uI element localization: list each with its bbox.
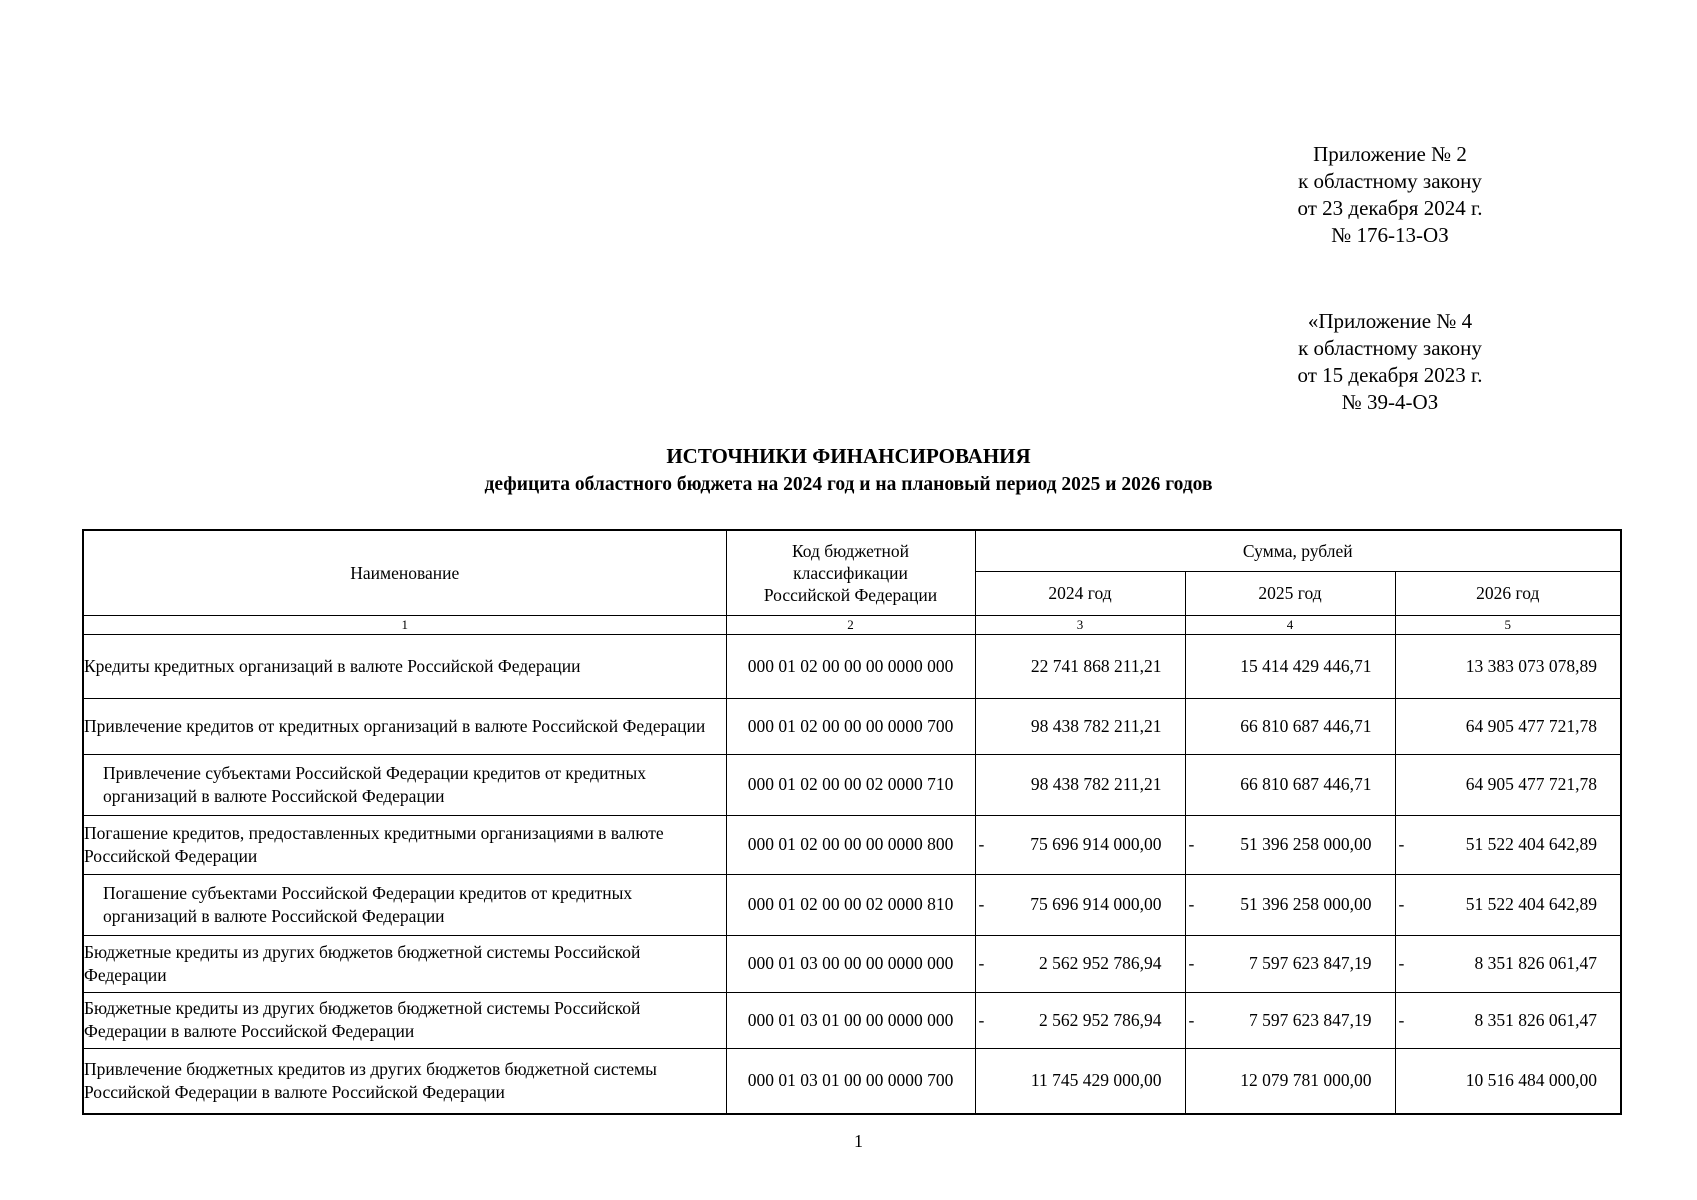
- row-code: 000 01 02 00 00 00 0000 700: [726, 698, 975, 754]
- value-amount: 51 522 404 642,89: [1465, 834, 1597, 854]
- row-value-2026: [1395, 815, 1621, 874]
- appendix-line: от 23 декабря 2024 г.: [1297, 196, 1483, 220]
- appendix-current: [1140, 141, 1640, 249]
- value-amount: 51 396 258 000,00: [1240, 834, 1372, 854]
- financing-sources-table: [82, 529, 1622, 1115]
- column-number: 5: [1395, 615, 1621, 634]
- appendix-line: Приложение № 2: [1313, 142, 1467, 166]
- table-row: [83, 874, 1621, 935]
- row-value-2024: [975, 634, 1185, 698]
- appendix-line: «Приложение № 4: [1307, 309, 1473, 333]
- value-amount: 98 438 782 211,21: [1030, 774, 1162, 794]
- row-value-2024: [975, 935, 1185, 992]
- row-value-2024: [975, 698, 1185, 754]
- row-value-2024: [975, 874, 1185, 935]
- row-value-2024: [975, 992, 1185, 1048]
- appendix-line: № 176-13-ОЗ: [1331, 223, 1449, 247]
- row-value-2026: [1395, 754, 1621, 815]
- row-value-2026: [1395, 874, 1621, 935]
- value-amount: 8 351 826 061,47: [1474, 1009, 1597, 1030]
- row-value-2024: [975, 815, 1185, 874]
- title-main: ИСТОЧНИКИ ФИНАНСИРОВАНИЯ: [666, 444, 1031, 468]
- value-sign: -: [1188, 834, 1195, 854]
- row-name: Кредиты кредитных организаций в валюте Российской Федерации: [83, 634, 726, 698]
- row-name: Привлечение кредитов от кредитных организаций в валюте Российской Федерации: [83, 698, 726, 754]
- row-value-2024: [975, 754, 1185, 815]
- row-name: Бюджетные кредиты из других бюджетов бюджетной системы Российской Федерации в валюте Российской Федерации: [83, 992, 726, 1048]
- appendix-line: № 39-4-ОЗ: [1341, 390, 1439, 414]
- value-sign: -: [978, 953, 985, 973]
- value-amount: 2 562 952 786,94: [1039, 1009, 1162, 1030]
- column-number: 3: [975, 615, 1185, 634]
- row-value-2026: [1395, 935, 1621, 992]
- value-amount: 66 810 687 446,71: [1240, 774, 1372, 794]
- row-value-2025: [1185, 1048, 1395, 1114]
- row-value-2025: [1185, 992, 1395, 1048]
- value-sign: -: [1398, 894, 1405, 914]
- row-code: 000 01 03 01 00 00 0000 000: [726, 992, 975, 1048]
- row-value-2026: [1395, 1048, 1621, 1114]
- value-amount: 22 741 868 211,21: [1030, 655, 1162, 676]
- value-amount: 12 079 781 000,00: [1240, 1070, 1372, 1091]
- table-row: [83, 698, 1621, 754]
- value-sign: -: [1188, 953, 1195, 973]
- row-name: Погашение субъектами Российской Федерации кредитов от кредитных организаций в валюте Российской Федерации: [83, 874, 726, 935]
- row-name: Погашение кредитов, предоставленных кредитными организациями в валюте Российской Федерации: [83, 815, 726, 874]
- row-code: 000 01 03 01 00 00 0000 700: [726, 1048, 975, 1114]
- header-name: Наименование: [83, 530, 726, 615]
- appendix-line: от 15 декабря 2023 г.: [1297, 363, 1483, 387]
- row-value-2025: [1185, 935, 1395, 992]
- row-value-2025: [1185, 874, 1395, 935]
- value-amount: 2 562 952 786,94: [1039, 953, 1162, 973]
- header-year-2025: 2025 год: [1185, 571, 1395, 615]
- value-amount: 64 905 477 721,78: [1465, 715, 1597, 736]
- row-code: 000 01 02 00 00 00 0000 800: [726, 815, 975, 874]
- value-sign: -: [978, 834, 985, 854]
- value-amount: 10 516 484 000,00: [1465, 1070, 1597, 1091]
- column-number: 1: [83, 615, 726, 634]
- column-number: 4: [1185, 615, 1395, 634]
- header-code-text: Код бюджетной классификации Российской Федерации: [763, 540, 938, 605]
- row-code: 000 01 02 00 00 00 0000 000: [726, 634, 975, 698]
- value-amount: 51 396 258 000,00: [1240, 894, 1372, 914]
- value-amount: 98 438 782 211,21: [1030, 715, 1162, 736]
- value-amount: 7 597 623 847,19: [1249, 953, 1372, 973]
- table-row: [83, 815, 1621, 874]
- appendix-line: к областному закону: [1298, 336, 1482, 360]
- column-number: 2: [726, 615, 975, 634]
- value-amount: 13 383 073 078,89: [1465, 655, 1597, 676]
- value-amount: 75 696 914 000,00: [1030, 834, 1162, 854]
- value-amount: 8 351 826 061,47: [1474, 953, 1597, 973]
- row-value-2025: [1185, 634, 1395, 698]
- value-amount: 51 522 404 642,89: [1465, 894, 1597, 914]
- value-amount: 64 905 477 721,78: [1465, 774, 1597, 794]
- page-number: 1: [854, 1131, 863, 1151]
- row-value-2025: [1185, 815, 1395, 874]
- row-name: Привлечение бюджетных кредитов из других бюджетов бюджетной системы Российской Федерации в валюте Российской Федерации: [83, 1048, 726, 1114]
- row-value-2026: [1395, 634, 1621, 698]
- table-row: [83, 992, 1621, 1048]
- value-sign: -: [978, 894, 985, 914]
- value-amount: 11 745 429 000,00: [1030, 1070, 1162, 1091]
- row-name: Бюджетные кредиты из других бюджетов бюджетной системы Российской Федерации: [83, 935, 726, 992]
- table-row: [83, 634, 1621, 698]
- value-sign: -: [1188, 1009, 1195, 1030]
- value-sign: -: [1398, 1009, 1405, 1030]
- row-code: 000 01 02 00 00 02 0000 810: [726, 874, 975, 935]
- header-year-2024: 2024 год: [975, 571, 1185, 615]
- value-sign: -: [978, 1009, 985, 1030]
- title-subtitle: дефицита областного бюджета на 2024 год и на плановый период 2025 и 2026 годов: [484, 474, 1213, 495]
- row-code: 000 01 03 00 00 00 0000 000: [726, 935, 975, 992]
- value-sign: -: [1398, 834, 1405, 854]
- header-sum: Сумма, рублей: [975, 530, 1621, 571]
- document-title: [0, 441, 1697, 499]
- row-value-2025: [1185, 698, 1395, 754]
- value-sign: -: [1398, 953, 1405, 973]
- row-value-2024: [975, 1048, 1185, 1114]
- value-amount: 7 597 623 847,19: [1249, 1009, 1372, 1030]
- appendix-line: к областному закону: [1298, 169, 1482, 193]
- row-name: Привлечение субъектами Российской Федерации кредитов от кредитных организаций в валюте Российской Федерации: [83, 754, 726, 815]
- header-year-2026: 2026 год: [1395, 571, 1621, 615]
- table-row: [83, 754, 1621, 815]
- row-code: 000 01 02 00 00 02 0000 710: [726, 754, 975, 815]
- value-sign: -: [1188, 894, 1195, 914]
- header-code: [726, 530, 975, 615]
- row-value-2025: [1185, 754, 1395, 815]
- table-row: [83, 935, 1621, 992]
- row-value-2026: [1395, 698, 1621, 754]
- value-amount: 75 696 914 000,00: [1030, 894, 1162, 914]
- appendix-original: [1140, 308, 1640, 416]
- table-row: [83, 1048, 1621, 1114]
- value-amount: 66 810 687 446,71: [1240, 715, 1372, 736]
- value-amount: 15 414 429 446,71: [1240, 655, 1372, 676]
- row-value-2026: [1395, 992, 1621, 1048]
